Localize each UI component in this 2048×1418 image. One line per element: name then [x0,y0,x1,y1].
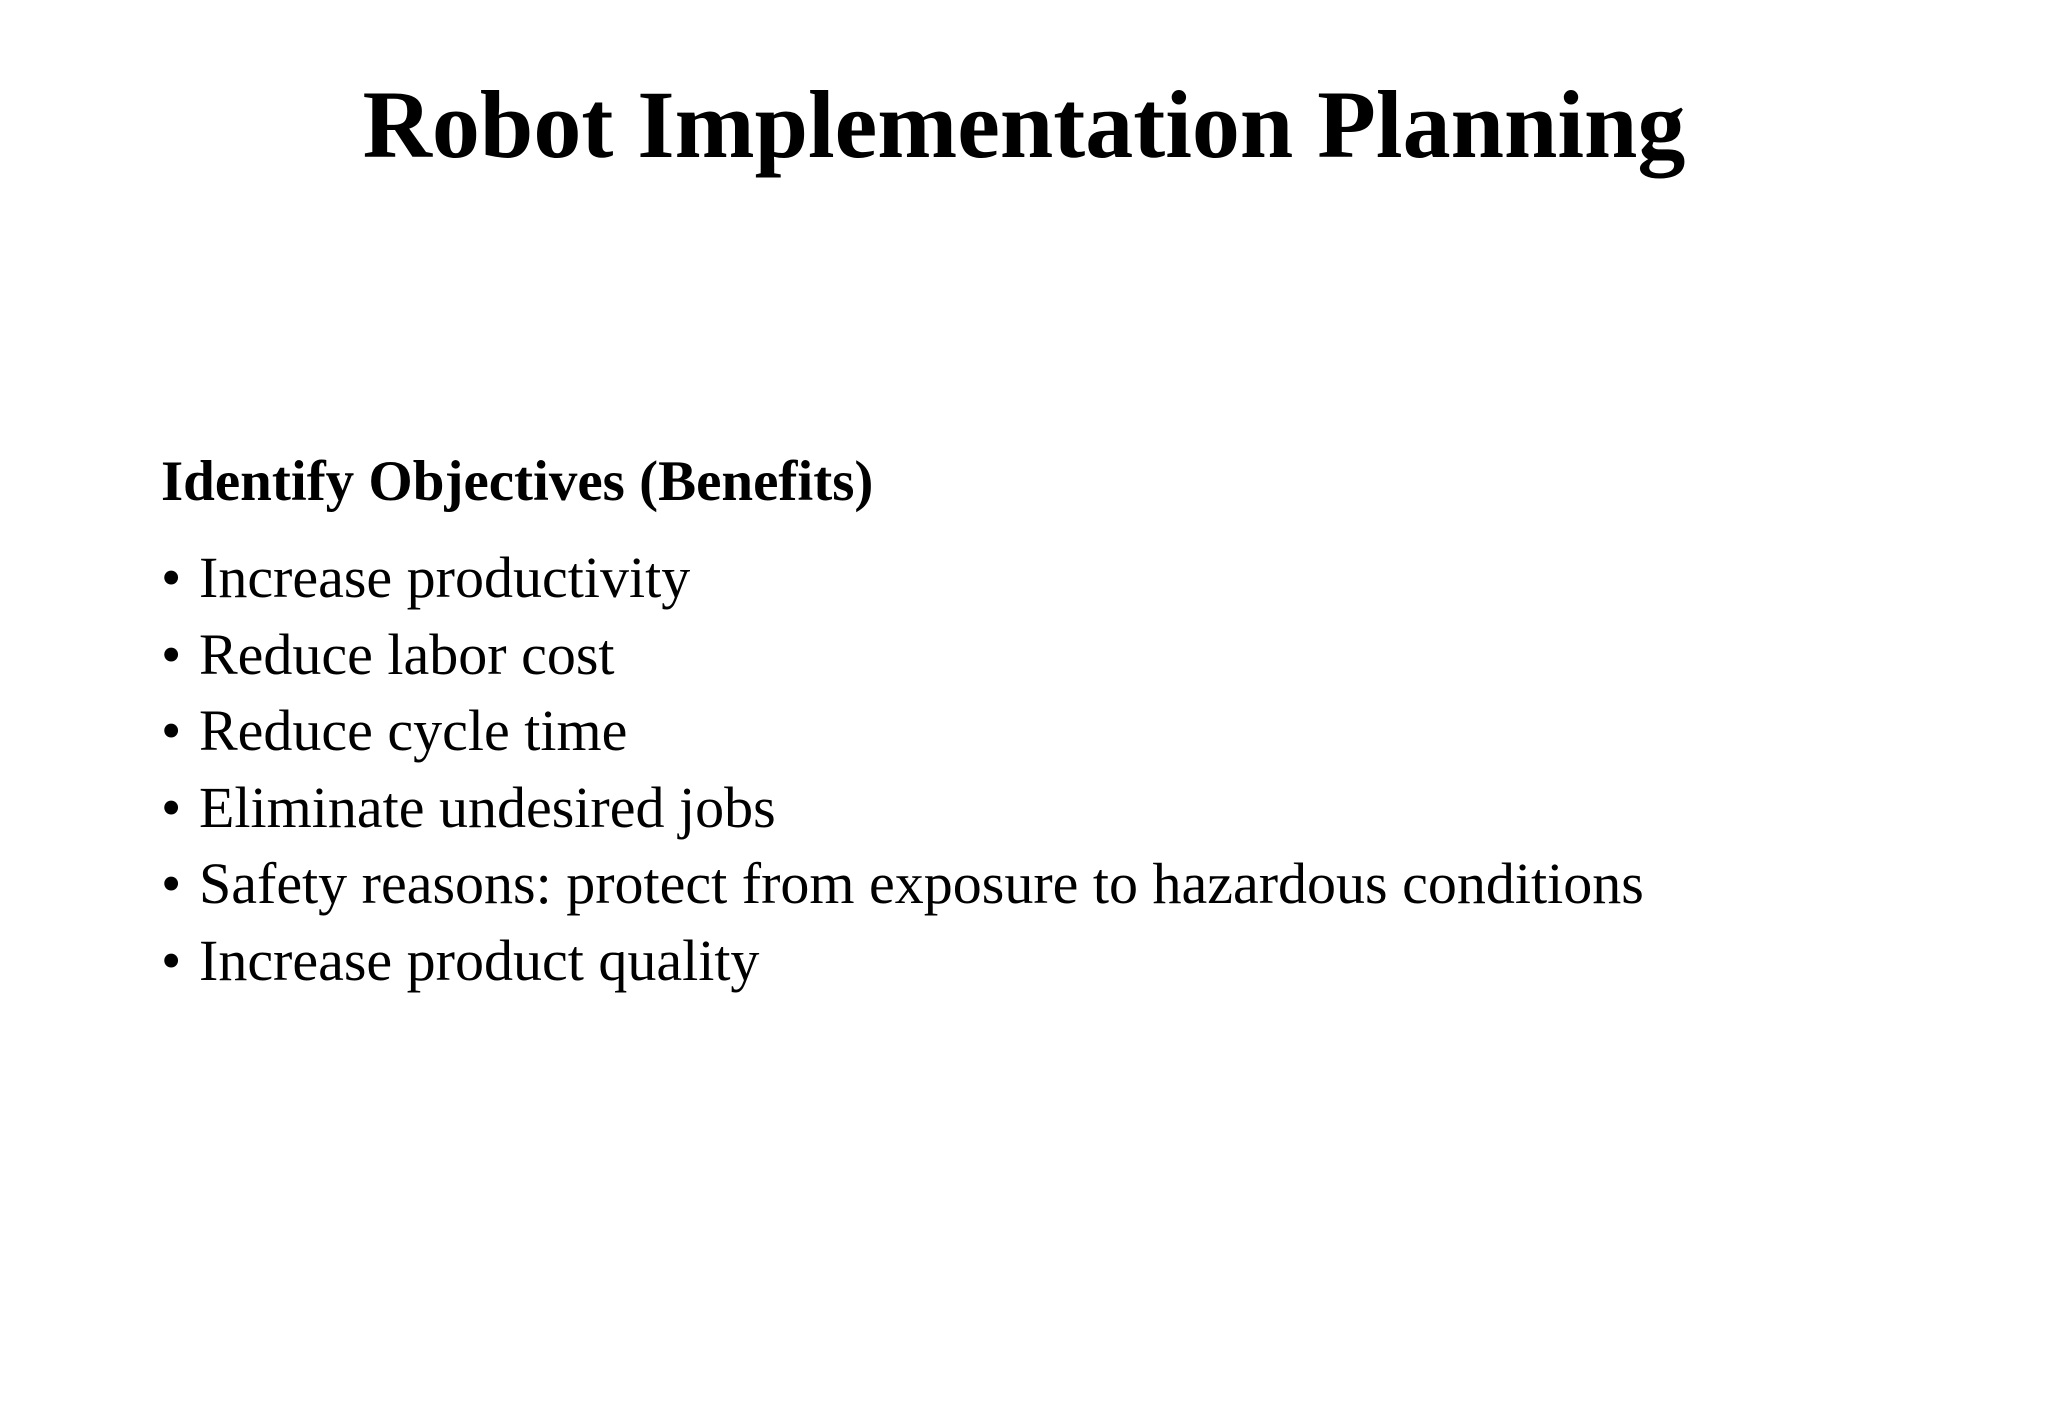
bullet-icon: • [161,851,182,916]
list-item-text: Eliminate undesired jobs [199,774,776,840]
list-item [161,846,2011,923]
list-item [161,923,2011,1000]
bullet-icon: • [161,927,182,993]
list-item [161,617,2011,694]
bullet-icon: • [161,698,182,763]
slide-title: Robot Implementation Planning [362,71,1686,178]
slide-content [161,448,2011,999]
bullet-icon: • [161,621,182,687]
list-item-text: Safety reasons: protect from exposure to hazardous conditions [199,851,1644,916]
list-item-text: Reduce cycle time [199,698,628,763]
bullet-icon: • [161,545,182,610]
list-item [161,770,2011,847]
list-item [161,540,2011,617]
list-item-text: Reduce labor cost [199,621,615,687]
list-item [161,693,2011,770]
section-heading: Identify Objectives (Benefits) [161,450,874,513]
list-item-text: Increase productivity [199,545,691,610]
bullet-icon: • [161,774,182,840]
objectives-list [161,540,2011,999]
list-item-text: Increase product quality [199,927,760,993]
